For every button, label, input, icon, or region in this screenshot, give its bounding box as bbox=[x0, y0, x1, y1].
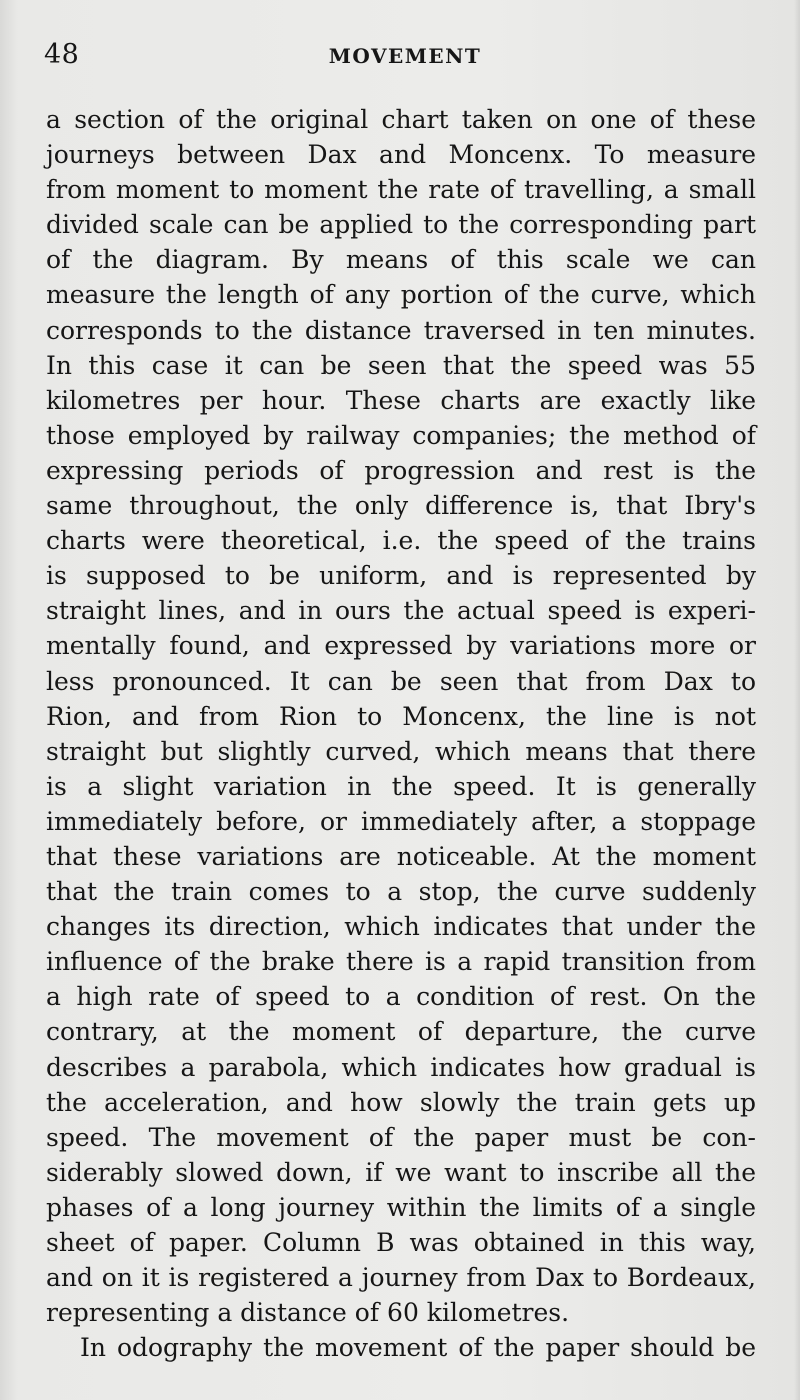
text-line: that these variations are noticeable. At the moment bbox=[46, 841, 756, 871]
text-line: expressing periods of progression and rest is the bbox=[46, 455, 756, 485]
page-number: 48 bbox=[44, 39, 80, 70]
running-head: MOVEMENT bbox=[328, 44, 482, 68]
text-line: the acceleration, and how slowly the train gets up bbox=[46, 1087, 756, 1117]
text-line: phases of a long journey within the limits of a single bbox=[46, 1192, 756, 1222]
text-line: and on it is registered a journey from Dax to Bordeaux, bbox=[46, 1263, 756, 1293]
text-line: describes a parabola, which indicates how gradual is bbox=[46, 1052, 756, 1082]
text-line: representing a distance of 60 kilometres. bbox=[46, 1298, 570, 1328]
text-line: immediately before, or immediately after, a stoppage bbox=[46, 806, 756, 836]
text-line: mentally found, and expressed by variations more or bbox=[46, 631, 756, 661]
text-line: is a slight variation in the speed. It is generally bbox=[46, 771, 756, 801]
body-text bbox=[46, 102, 756, 1365]
text-line: is supposed to be uniform, and is represented by bbox=[46, 561, 756, 591]
text-line: straight but slightly curved, which means that there bbox=[46, 736, 756, 766]
text-line: charts were theoretical, i.e. the speed of the trains bbox=[46, 526, 756, 556]
text-line: those employed by railway companies; the method of bbox=[46, 420, 756, 450]
text-line: In odography the movement of the paper should be bbox=[80, 1333, 756, 1363]
text-line: divided scale can be applied to the corresponding part bbox=[46, 210, 756, 240]
text-line: influence of the brake there is a rapid transition from bbox=[46, 947, 756, 977]
text-line: same throughout, the only difference is, that Ibry's bbox=[46, 491, 756, 521]
text-line: changes its direction, which indicates that under the bbox=[46, 912, 756, 942]
page-edge-shadow bbox=[794, 0, 800, 1400]
text-line: sheet of paper. Column B was obtained in this way, bbox=[46, 1228, 756, 1257]
text-line: less pronounced. It can be seen that from Dax to bbox=[46, 666, 756, 696]
text-line: from moment to moment the rate of travelling, a small bbox=[46, 175, 756, 205]
text-line: journeys between Dax and Moncenx. To measure bbox=[46, 140, 756, 170]
text-line: measure the length of any portion of the curve, which bbox=[46, 280, 756, 310]
text-line: a high rate of speed to a condition of rest. On the bbox=[46, 982, 756, 1012]
text-line: siderably slowed down, if we want to inscribe all the bbox=[46, 1157, 756, 1187]
text-line: In this case it can be seen that the speed was 55 bbox=[46, 350, 756, 380]
text-line: a section of the original chart taken on one of these bbox=[46, 105, 756, 134]
text-line: of the diagram. By means of this scale we can bbox=[46, 245, 756, 275]
text-line: Rion, and from Rion to Moncenx, the line is not bbox=[46, 701, 756, 731]
text-line: contrary, at the moment of departure, the curve bbox=[46, 1017, 756, 1047]
text-line: kilometres per hour. These charts are exactly like bbox=[46, 385, 756, 415]
text-line: corresponds to the distance traversed in ten minutes. bbox=[46, 315, 756, 345]
text-line: speed. The movement of the paper must be con- bbox=[46, 1122, 756, 1152]
text-line: that the train comes to a stop, the curve suddenly bbox=[46, 877, 756, 907]
text-line: straight lines, and in ours the actual speed is experi- bbox=[46, 596, 756, 626]
